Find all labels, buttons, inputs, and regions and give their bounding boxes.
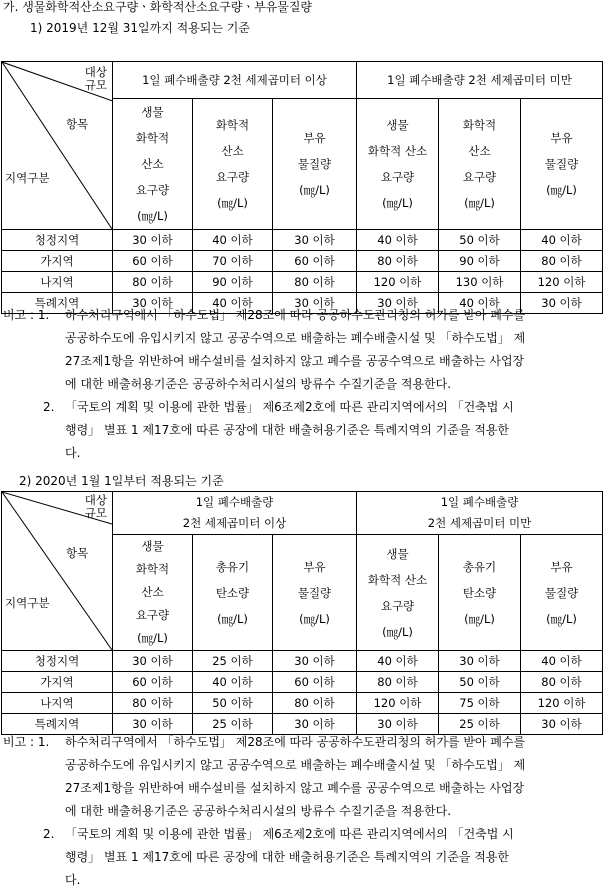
value-cell: 130 이하: [439, 272, 521, 293]
value-cell: 80 이하: [113, 272, 193, 293]
col-header-bod: 생물 화학적 산소 요구량 (㎎/L): [357, 99, 439, 230]
value-cell: 60 이하: [273, 672, 357, 693]
value-cell: 40 이하: [357, 230, 439, 251]
col-header-cod: 화학적 산소 요구량 (㎎/L): [439, 99, 521, 230]
value-cell: 60 이하: [273, 251, 357, 272]
region-cell: 가지역: [2, 672, 113, 693]
value-cell: 40 이하: [521, 230, 603, 251]
value-cell: 30 이하: [439, 651, 521, 672]
value-cell: 30 이하: [113, 651, 193, 672]
region-cell: 특례지역: [2, 714, 113, 735]
col-header-toc: 총유기 탄소량 (㎎/L): [439, 535, 521, 651]
value-cell: 25 이하: [193, 714, 273, 735]
value-cell: 120 이하: [357, 272, 439, 293]
col-header-ss: 부유 물질량 (㎎/L): [521, 99, 603, 230]
standards-table-2020: [1, 491, 603, 735]
remark-line: 다.: [65, 873, 81, 887]
col-header-bod: 생물 화학적 산소 요구량 (㎎/L): [357, 535, 439, 651]
group-header-small: 1일 폐수배출량 2천 세제곱미터 미만: [357, 492, 603, 535]
value-cell: 40 이하: [521, 651, 603, 672]
corner-label-region: 지역구분: [5, 171, 50, 185]
table-row: [2, 672, 603, 693]
value-cell: 30 이하: [273, 651, 357, 672]
table-row: [2, 230, 603, 251]
value-cell: 80 이하: [521, 251, 603, 272]
value-cell: 80 이하: [357, 251, 439, 272]
remark-label: 비고 : 1.: [3, 308, 50, 322]
value-cell: 60 이하: [113, 672, 193, 693]
value-cell: 80 이하: [357, 672, 439, 693]
standards-table-2019: [1, 61, 603, 314]
table-corner-cell: [2, 62, 113, 230]
remark-line: 하수처리구역에서 「하수도법」 제28조에 따라 공공하수도관리청의 허가를 받아 폐수를: [65, 735, 526, 749]
region-cell: 가지역: [2, 251, 113, 272]
value-cell: 40 이하: [193, 672, 273, 693]
value-cell: 80 이하: [273, 272, 357, 293]
remark-label: 2.: [43, 827, 55, 841]
corner-label-target: 대상: [84, 493, 107, 507]
value-cell: 25 이하: [193, 651, 273, 672]
group-header-large: 1일 폐수배출량 2천 세제곱미터 이상: [113, 492, 357, 535]
region-cell: 나지역: [2, 272, 113, 293]
value-cell: 25 이하: [439, 714, 521, 735]
value-cell: 75 이하: [439, 693, 521, 714]
value-cell: 60 이하: [113, 251, 193, 272]
value-cell: 120 이하: [357, 693, 439, 714]
value-cell: 90 이하: [193, 272, 273, 293]
group-header-large: 1일 폐수배출량 2천 세제곱미터 이상: [113, 62, 357, 99]
value-cell: 50 이하: [439, 672, 521, 693]
col-header-ss: 부유 물질량 (㎎/L): [273, 99, 357, 230]
col-header-ss: 부유 물질량 (㎎/L): [521, 535, 603, 651]
value-cell: 90 이하: [439, 251, 521, 272]
remark-line: 다.: [65, 446, 81, 460]
remark-line: 「국토의 계획 및 이용에 관한 법률」 제6조제2호에 따른 관리지역에서의 「건축법 시: [65, 400, 514, 414]
corner-label-item: 항목: [66, 546, 89, 560]
remark-line: 공공하수도에 유입시키지 않고 공공수역으로 배출하는 폐수배출시설 및 「하수도법」 제: [65, 331, 526, 345]
remark-line: 하수처리구역에서 「하수도법」 제28조에 따라 공공하수도관리청의 허가를 받아 폐수를: [65, 308, 526, 322]
remark-label: 2.: [43, 400, 55, 414]
remark-line: 에 대한 배출허용기준은 공공하수처리시설의 방류수 수질기준을 적용한다.: [65, 377, 452, 391]
table-row: [2, 651, 603, 672]
region-cell: 나지역: [2, 693, 113, 714]
value-cell: 30 이하: [273, 230, 357, 251]
section2-title: 2) 2020년 1월 1일부터 적용되는 기준: [19, 474, 224, 488]
value-cell: 30 이하: [113, 230, 193, 251]
value-cell: 30 이하: [113, 293, 193, 314]
col-header-cod: 화학적 산소 요구량 (㎎/L): [193, 99, 273, 230]
value-cell: 30 이하: [357, 293, 439, 314]
value-cell: 80 이하: [273, 693, 357, 714]
remark-line: 행령」 별표 1 제17호에 따른 공장에 대한 배출허용기준은 특례지역의 기준을 적용한: [65, 423, 509, 437]
value-cell: 50 이하: [439, 230, 521, 251]
corner-label-scale: 규모: [84, 78, 107, 92]
corner-label-item: 항목: [66, 117, 89, 131]
remark-label: 비고 : 1.: [3, 735, 50, 749]
remark-line: 공공하수도에 유입시키지 않고 공공수역으로 배출하는 폐수배출시설 및 「하수도법」 제: [65, 758, 526, 772]
table-row: [2, 693, 603, 714]
table-row: [2, 251, 603, 272]
value-cell: 80 이하: [521, 672, 603, 693]
value-cell: 30 이하: [357, 714, 439, 735]
remark-line: 27조제1항을 위반하여 배수설비를 설치하지 않고 폐수를 공공수역으로 배출하는 사업장: [65, 354, 525, 368]
remarks-section2: [0, 731, 604, 892]
region-cell: 청정지역: [2, 651, 113, 672]
value-cell: 40 이하: [357, 651, 439, 672]
value-cell: 80 이하: [113, 693, 193, 714]
group-header-small: 1일 폐수배출량 2천 세제곱미터 미만: [357, 62, 603, 99]
value-cell: 40 이하: [193, 230, 273, 251]
remark-line: 27조제1항을 위반하여 배수설비를 설치하지 않고 폐수를 공공수역으로 배출하는 사업장: [65, 781, 525, 795]
value-cell: 50 이하: [193, 693, 273, 714]
value-cell: 120 이하: [521, 272, 603, 293]
region-cell: 특례지역: [2, 293, 113, 314]
main-heading: 가. 생물화학적산소요구량ㆍ화학적산소요구량ㆍ부유물질량: [3, 0, 313, 14]
value-cell: 30 이하: [273, 293, 357, 314]
value-cell: 40 이하: [439, 293, 521, 314]
col-header-bod: 생물 화학적 산소 요구량 (㎎/L): [113, 99, 193, 230]
col-header-bod: 생물 화학적 산소 요구량 (㎎/L): [113, 535, 193, 651]
corner-label-target: 대상: [84, 65, 107, 79]
remark-line: 에 대한 배출허용기준은 공공하수처리시설의 방류수 수질기준을 적용한다.: [65, 804, 452, 818]
section1-title: 1) 2019년 12월 31일까지 적용되는 기준: [30, 21, 250, 35]
region-cell: 청정지역: [2, 230, 113, 251]
value-cell: 70 이하: [193, 251, 273, 272]
value-cell: 30 이하: [521, 293, 603, 314]
value-cell: 30 이하: [113, 714, 193, 735]
value-cell: 30 이하: [521, 714, 603, 735]
value-cell: 120 이하: [521, 693, 603, 714]
corner-label-scale: 규모: [84, 506, 107, 520]
corner-label-region: 지역구분: [5, 596, 50, 610]
col-header-ss: 부유 물질량 (㎎/L): [273, 535, 357, 651]
remark-line: 행령」 별표 1 제17호에 따른 공장에 대한 배출허용기준은 특례지역의 기준을 적용한: [65, 850, 509, 864]
col-header-toc: 총유기 탄소량 (㎎/L): [193, 535, 273, 651]
value-cell: 30 이하: [273, 714, 357, 735]
table-row: [2, 272, 603, 293]
value-cell: 40 이하: [193, 293, 273, 314]
remarks-section1: [0, 304, 604, 465]
remark-line: 「국토의 계획 및 이용에 관한 법률」 제6조제2호에 따른 관리지역에서의 「건축법 시: [65, 827, 514, 841]
table-corner-cell: [2, 492, 113, 651]
